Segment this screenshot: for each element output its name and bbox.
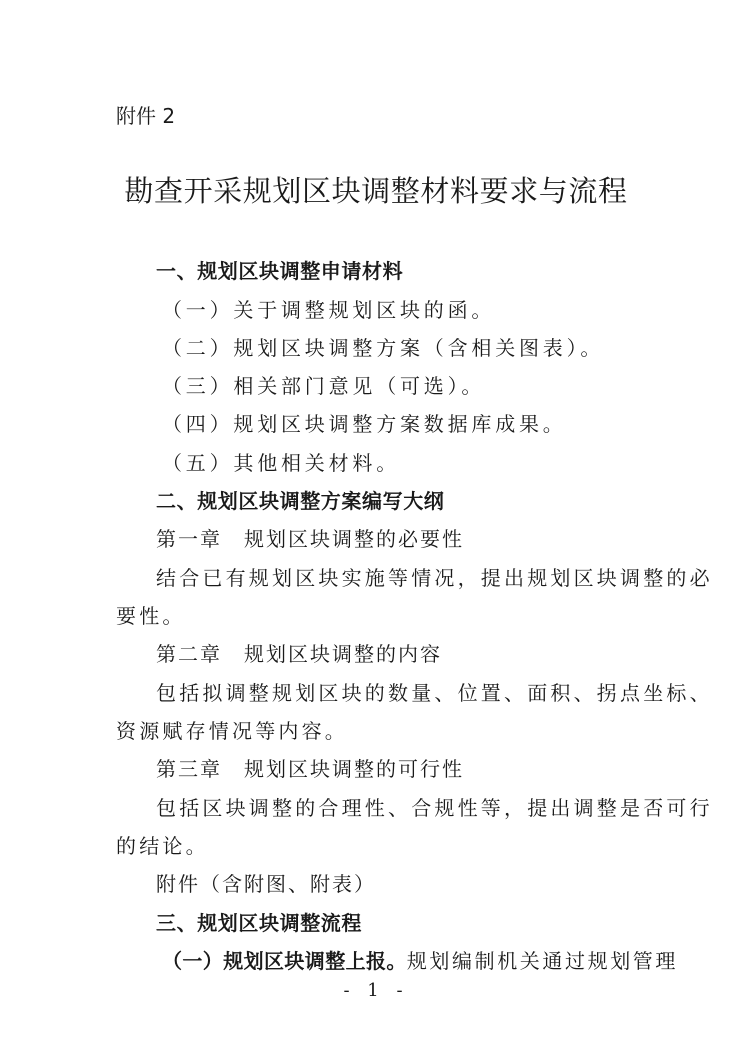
attachment-label: 附件 2	[116, 104, 176, 128]
section3-item-1-title: （一）规划区块调整上报。	[162, 949, 407, 973]
chapter-1-body-line-2: 要性。	[116, 604, 186, 628]
chapter-3-name: 规划区块调整的可行性	[244, 757, 464, 781]
section3-heading: 三、规划区块调整流程	[156, 911, 362, 935]
section1-item-3: （三）相关部门意见（可选）。	[162, 374, 486, 398]
chapter-2-number: 第二章	[156, 642, 222, 666]
chapter-1-number: 第一章	[156, 527, 222, 551]
chapter-3-body-line-2: 的结论。	[116, 834, 209, 858]
chapter-3-body-line-1: 包括区块调整的合理性、合规性等，提出调整是否可行	[156, 796, 713, 820]
chapter-1-heading	[156, 526, 640, 552]
chapter-2-heading	[156, 641, 640, 667]
chapter-2-body-line-2: 资源赋存情况等内容。	[116, 719, 348, 743]
section3-item-1-text: 规划编制机关通过规划管理	[406, 949, 679, 973]
document-title: 勘查开采规划区块调整材料要求与流程	[124, 174, 628, 208]
chapter-2-body-line-1: 包括拟调整规划区块的数量、位置、面积、拐点坐标、	[156, 681, 713, 705]
page-number: - 1 -	[343, 980, 409, 1001]
section3-item-1	[162, 948, 679, 974]
section2-heading: 二、规划区块调整方案编写大纲	[156, 489, 445, 513]
section1-item-4: （四）规划区块调整方案数据库成果。	[162, 412, 567, 436]
appendix-line: 附件（含附图、附表）	[156, 872, 376, 896]
chapter-1-body-line-1: 结合已有规划区块实施等情况，提出规划区块调整的必	[156, 566, 713, 590]
section1-item-2: （二）规划区块调整方案（含相关图表）。	[162, 336, 605, 360]
chapter-1-name: 规划区块调整的必要性	[244, 527, 464, 551]
section1-heading: 一、规划区块调整申请材料	[156, 259, 404, 283]
section1-item-1: （一）关于调整规划区块的函。	[162, 298, 496, 322]
chapter-3-number: 第三章	[156, 757, 222, 781]
section1-item-5: （五）其他相关材料。	[162, 451, 400, 475]
chapter-3-heading	[156, 756, 640, 782]
chapter-2-name: 规划区块调整的内容	[244, 642, 442, 666]
